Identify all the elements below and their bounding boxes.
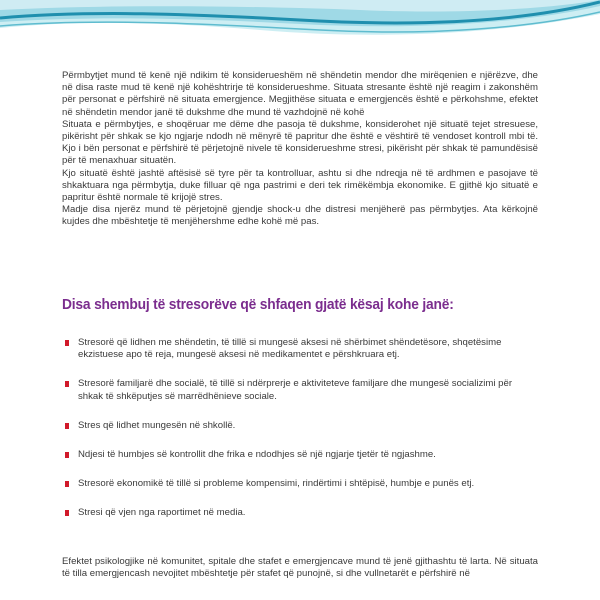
intro-paragraph: Madje disa njerëz mund të përjetojnë gjendje shock-u dhe distresi menjëherë pas përmbytjes. Ata kërkojnë kujdes dhe mbështetje të menjëhershme edhe kohë më pas. (62, 204, 538, 228)
bullet-marker (65, 510, 69, 516)
list-item (62, 420, 538, 432)
bullet-marker (65, 381, 69, 387)
list-item-text: Stres që lidhet mungesën në shkollë. (78, 419, 236, 431)
stressors-heading: Disa shembuj të stresorëve që shfaqen gjatë kësaj kohe janë: (62, 296, 454, 313)
bullet-marker (65, 452, 69, 458)
list-item-text: Stresorë ekonomikë të tillë si probleme kompensimi, rindërtimi i shtëpisë, humbje e punës etj. (78, 478, 475, 490)
list-item-text: Stresorë që lidhen me shëndetin, të tillë si mungesë aksesi në shërbimet shëndetësore, shqetësime ekzistuese apo të reja, mungesë aksesi në medikamentet e përshkruara etj. (78, 337, 502, 361)
bullet-marker (65, 423, 69, 429)
outro-paragraph: Efektet psikologjike në komunitet, spitale dhe stafet e emergjencave mund të jenë gjithashtu të larta. Në situata të tilla emergjencash nevojitet mbështetje për stafet që punojnë, si dhe vullnetarët e përfshirë në (62, 556, 538, 580)
list-item (62, 378, 538, 402)
list-item-text: Stresorë familjarë dhe socialë, të tillë si ndërprerje e aktiviteteve familjare dhe mungesë socializimi për shkak të shkëputjes së marrëdhënieve sociale. (78, 378, 513, 402)
list-item (62, 507, 538, 519)
intro-paragraph: Kjo situatë është jashtë aftësisë së tyre për ta kontrolluar, ashtu si dhe ndreqja në të ardhmen e pasojave të shkaktuara nga përmbytja, duke filluar që nga pastrimi e deri tek rimëkëmbja ekonomike. E gjithë kjo situatë e papritur është normale të krijojë stres. (62, 167, 538, 204)
header-wave-decoration (0, 0, 600, 60)
list-item (62, 478, 538, 490)
list-item (62, 337, 538, 361)
stressors-list (62, 337, 538, 520)
bullet-marker (65, 481, 69, 487)
intro-text (62, 70, 538, 229)
list-item-text: Ndjesi të humbjes së kontrollit dhe frika e ndodhjes së një ngjarje tjetër të ngjashme. (78, 449, 436, 461)
bullet-marker (65, 340, 69, 346)
list-item-text: Stresi që vjen nga raportimet në media. (78, 507, 246, 519)
intro-paragraph: Përmbytjet mund të kenë një ndikim të konsiderueshëm në shëndetin mendor dhe mirëqenien e njërëzve, dhe në disa raste mud të kenë një kohështrirje të konsiderueshme. Situata stresante është një reagim i zakonshëm për personat e përfshirë në situata emergjence. Megjithëse situata e emergjencës është e përkohshme, efektet në shëndetin mendor janë të dukshme dhe mund të vazhdojnë në kohë (62, 70, 538, 118)
list-item (62, 449, 538, 461)
intro-paragraph: Situata e përmbytjes, e shoqëruar me dëme dhe pasoja të dukshme, konsiderohet një situatë tejet stresuese, pikërisht për shkak se kjo ngjarje ndodh në mënyrë të papritur dhe është e vështirë të vendoset kontroll mbi të. Kjo i bën personat e përfshirë të përjetojnë nivele të konsiderueshme stresi, pikërisht për shkak të pamundësisë për të menaxhuar situatën. (62, 118, 538, 167)
